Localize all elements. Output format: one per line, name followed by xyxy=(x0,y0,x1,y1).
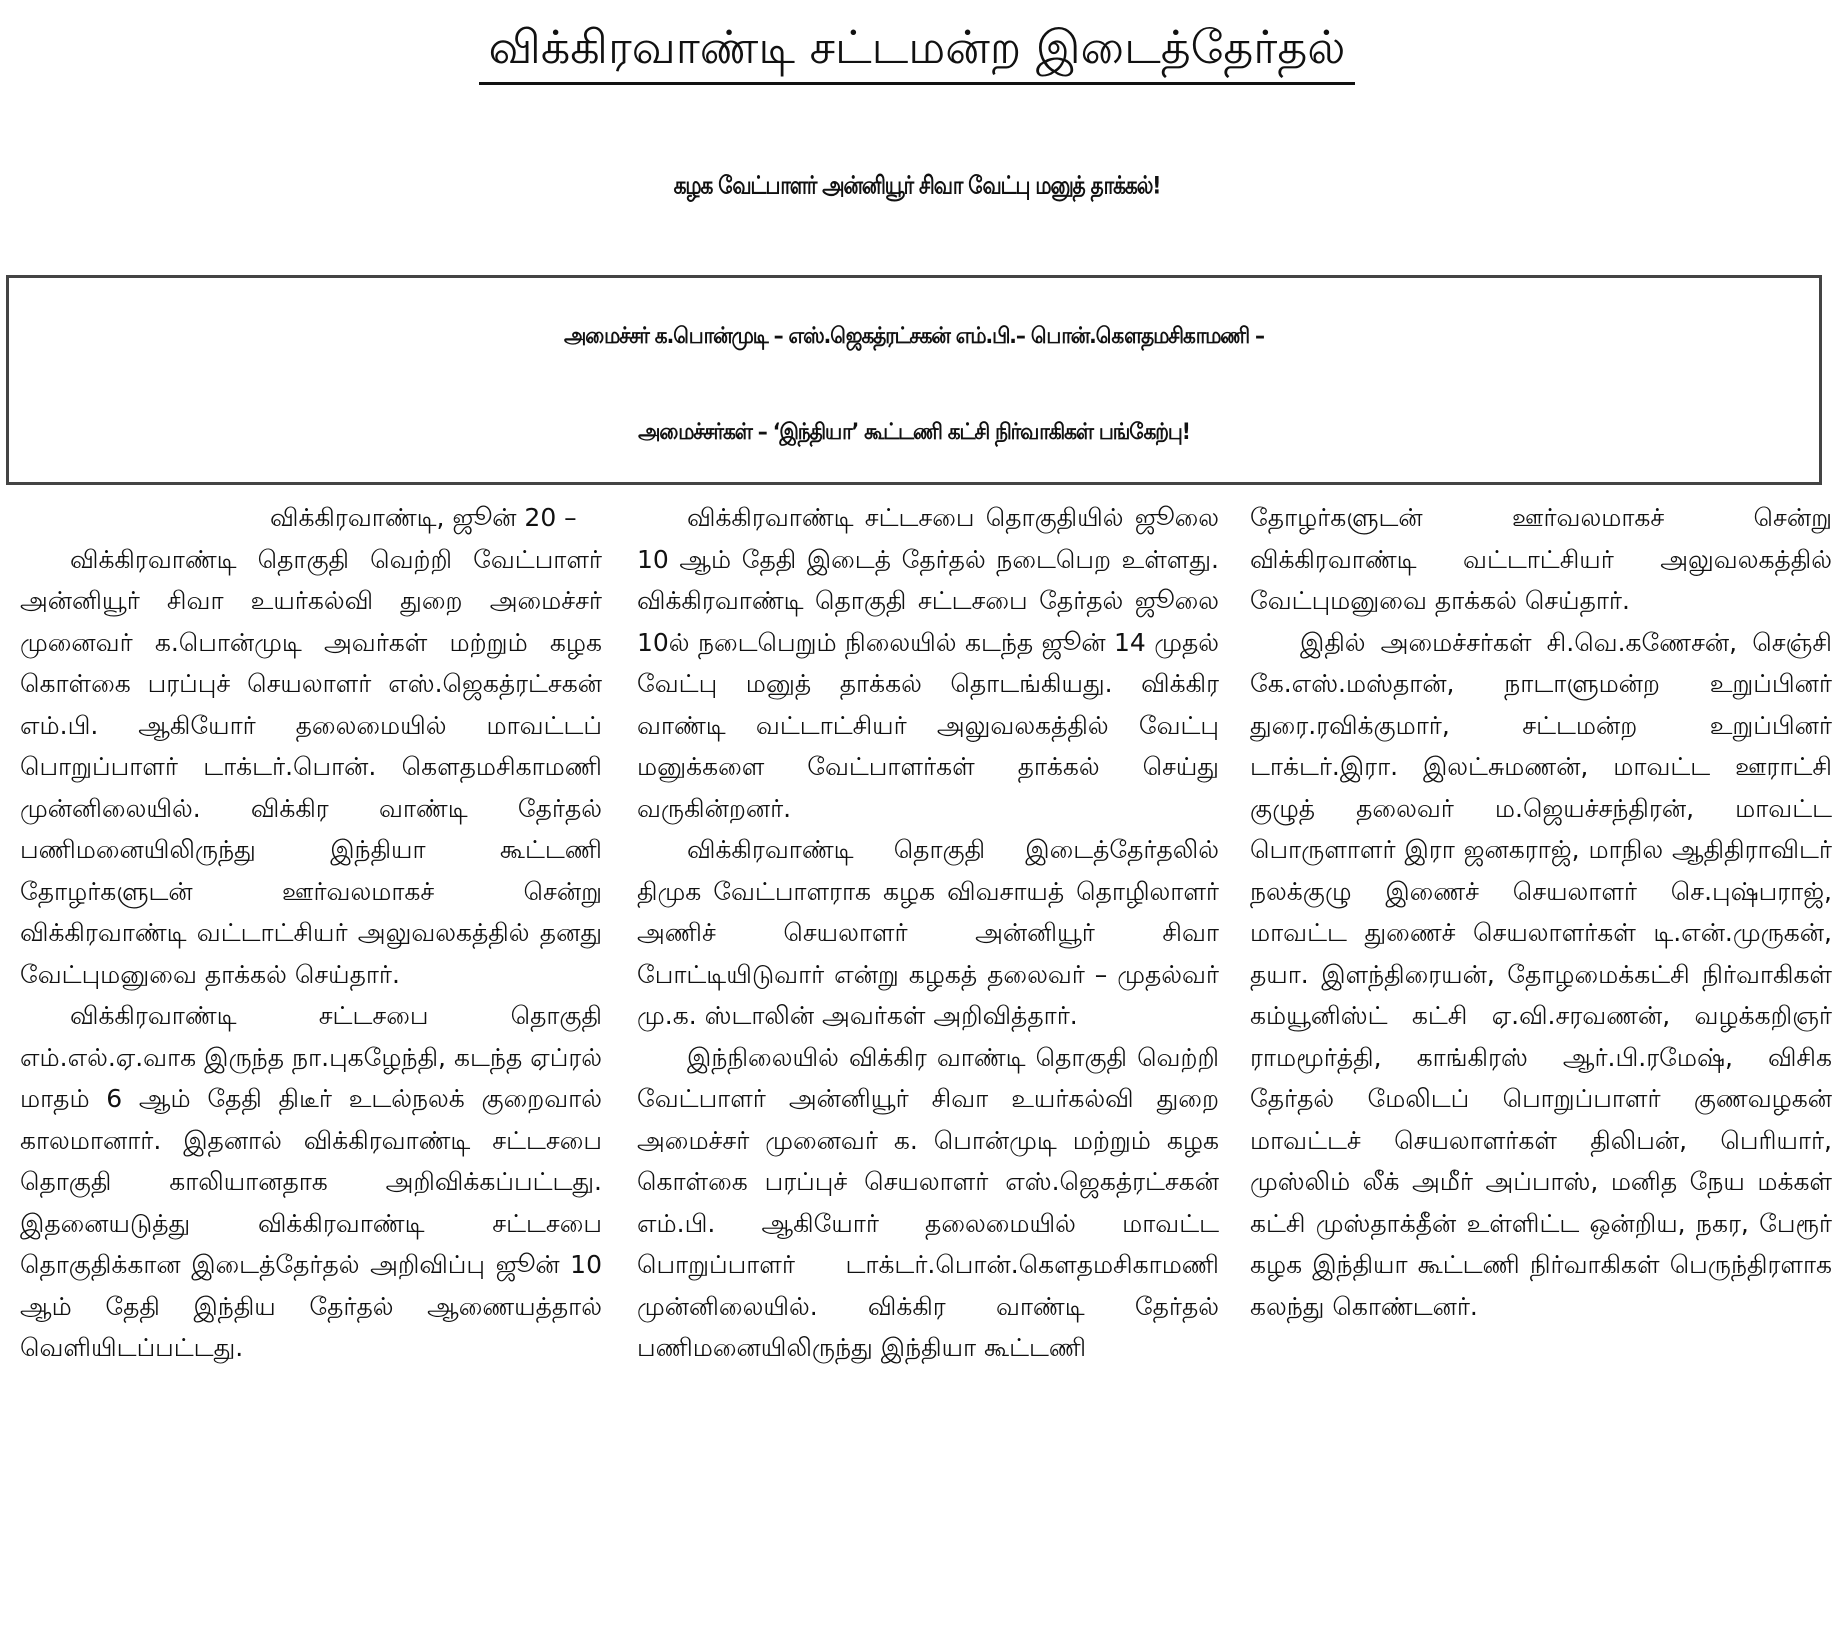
column-1 xyxy=(20,497,602,1637)
deck-box xyxy=(6,275,1822,485)
article-body xyxy=(20,497,1832,1637)
deck-line-1: அமைச்சர் க.பொன்முடி – எஸ்.ஜெகத்ரட்சகன் எம்.பி.– பொன்.கௌதமசிகாமணி – xyxy=(564,321,1264,349)
column-3 xyxy=(1250,497,1832,1637)
kicker-text: விக்கிரவாண்டி சட்டமன்ற இடைத்தேர்தல் xyxy=(479,12,1356,85)
column-2 xyxy=(637,497,1219,1637)
paragraph: விக்கிரவாண்டி சட்டசபை தொகுதியில் ஜூலை 10 ஆம் தேதி இடைத் தேர்தல் நடைபெற உள்ளது. விக்கிரவாண்டி தொகுதி சட்டசபை தேர்தல் ஜூலை 10ல் நடைபெறும் நிலையில் கடந்த ஜூன் 14 முதல் வேட்பு மனுத் தாக்கல் தொடங்கியது. விக்கிர வாண்டி வட்டாட்சியர் அலுவலகத்தில் வேட்பு மனுக்களை வேட்பாளர்கள் தாக்கல் செய்து வருகின்றனர். xyxy=(637,503,1219,823)
headline: கழக வேட்பாளர் அன்னியூர் சிவா வேட்பு மனுத் தாக்கல்! xyxy=(673,170,1161,200)
dateline: விக்கிரவாண்டி, ஜூன் 20 – xyxy=(270,503,577,532)
paragraph: இந்நிலையில் விக்கிர வாண்டி தொகுதி வெற்றி வேட்பாளர் அன்னியூர் சிவா உயர்கல்வி துறை அமைச்சர் முனைவர் க. பொன்முடி மற்றும் கழக கொள்கை பரப்புச் செயலாளர் எஸ்.ஜெகத்ரட்சகன் எம்.பி. ஆகியோர் தலைமையில் மாவட்ட பொறுப்பாளர் டாக்டர்.பொன்.கௌதமசிகாமணி முன்னிலையில். விக்கிர வாண்டி தேர்தல் பணிமனையிலிருந்து இந்தியா கூட்டணி xyxy=(637,1042,1219,1362)
paragraph: விக்கிரவாண்டி தொகுதி இடைத்தேர்தலில் திமுக வேட்பாளராக கழக விவசாயத் தொழிலாளர் அணிச் செயலாளர் அன்னியூர் சிவா போட்டியிடுவார் என்று கழகத் தலைவர் – முதல்வர் மு.க. ஸ்டாலின் அவர்கள் அறிவித்தார். xyxy=(637,835,1219,1030)
kicker xyxy=(0,8,1834,86)
paragraph: இதில் அமைச்சர்கள் சி.வெ.கணேசன், செஞ்சி கே.எஸ்.மஸ்தான், நாடாளுமன்ற உறுப்பினர் துரை.ரவிக்குமார், சட்டமன்ற உறுப்பினர் டாக்டர்.இரா. இலட்சுமணன், மாவட்ட ஊராட்சி குழுத் தலைவர் ம.ஜெயச்சந்திரன், மாவட்ட பொருளாளர் இரா ஜனகராஜ், மாநில ஆதிதிராவிடர் நலக்குழு இணைச் செயலாளர் செ.புஷ்பராஜ், மாவட்ட துணைச் செயலாளர்கள் டி.என்.முருகன், தயா. இளந்திரையன், தோழமைக்கட்சி நிர்வாகிகள் கம்யூனிஸ்ட் கட்சி ஏ.வி.சரவணன், வழக்கறிஞர் ராமமூர்த்தி, காங்கிரஸ் ஆர்.பி.ரமேஷ், விசிக தேர்தல் மேலிடப் பொறுப்பாளர் குணவழகன் மாவட்டச் செயலாளர்கள் திலிபன், பெரியார், முஸ்லிம் லீக் அமீர் அப்பாஸ், மனித நேய மக்கள் கட்சி முஸ்தாக்தீன் உள்ளிட்ட ஒன்றிய, நகர, பேரூர் கழக இந்தியா கூட்டணி நிர்வாகிகள் பெருந்திரளாக கலந்து கொண்டனர். xyxy=(1250,627,1832,1321)
paragraph: விக்கிரவாண்டி தொகுதி வெற்றி வேட்பாளர் அன்னியூர் சிவா உயர்கல்வி துறை அமைச்சர் முனைவர் க.பொன்முடி அவர்கள் மற்றும் கழக கொள்கை பரப்புச் செயலாளர் எஸ்.ஜெகத்ரட்சகன் எம்.பி. ஆகியோர் தலைமையில் மாவட்டப் பொறுப்பாளர் டாக்டர்.பொன். கௌதமசிகாமணி முன்னிலையில். விக்கிர வாண்டி தேர்தல் பணிமனையிலிருந்து இந்தியா கூட்டணி தோழர்களுடன் ஊர்வலமாகச் சென்று விக்கிரவாண்டி வட்டாட்சியர் அலுவலகத்தில் தனது வேட்புமனுவை தாக்கல் செய்தார். xyxy=(20,544,602,989)
deck-line-2: அமைச்சர்கள் – ‘இந்தியா’ கூட்டணி கட்சி நிர்வாகிகள் பங்கேற்பு! xyxy=(638,417,1190,445)
paragraph: தோழர்களுடன் ஊர்வலமாகச் சென்று விக்கிரவாண்டி வட்டாட்சியர் அலுவலகத்தில் வேட்புமனுவை தாக்கல் செய்தார். xyxy=(1250,503,1832,615)
paragraph: விக்கிரவாண்டி சட்டசபை தொகுதி எம்.எல்.ஏ.வாக இருந்த நா.புகழேந்தி, கடந்த ஏப்ரல் மாதம் 6 ஆம் தேதி திடீர் உடல்நலக் குறைவால் காலமானார். இதனால் விக்கிரவாண்டி சட்டசபை தொகுதி காலியானதாக அறிவிக்கப்பட்டது. இதனையடுத்து விக்கிரவாண்டி சட்டசபை தொகுதிக்கான இடைத்தேர்தல் அறிவிப்பு ஜூன் 10 ஆம் தேதி இந்திய தேர்தல் ஆணையத்தால் வெளியிடப்பட்டது. xyxy=(20,1001,602,1362)
